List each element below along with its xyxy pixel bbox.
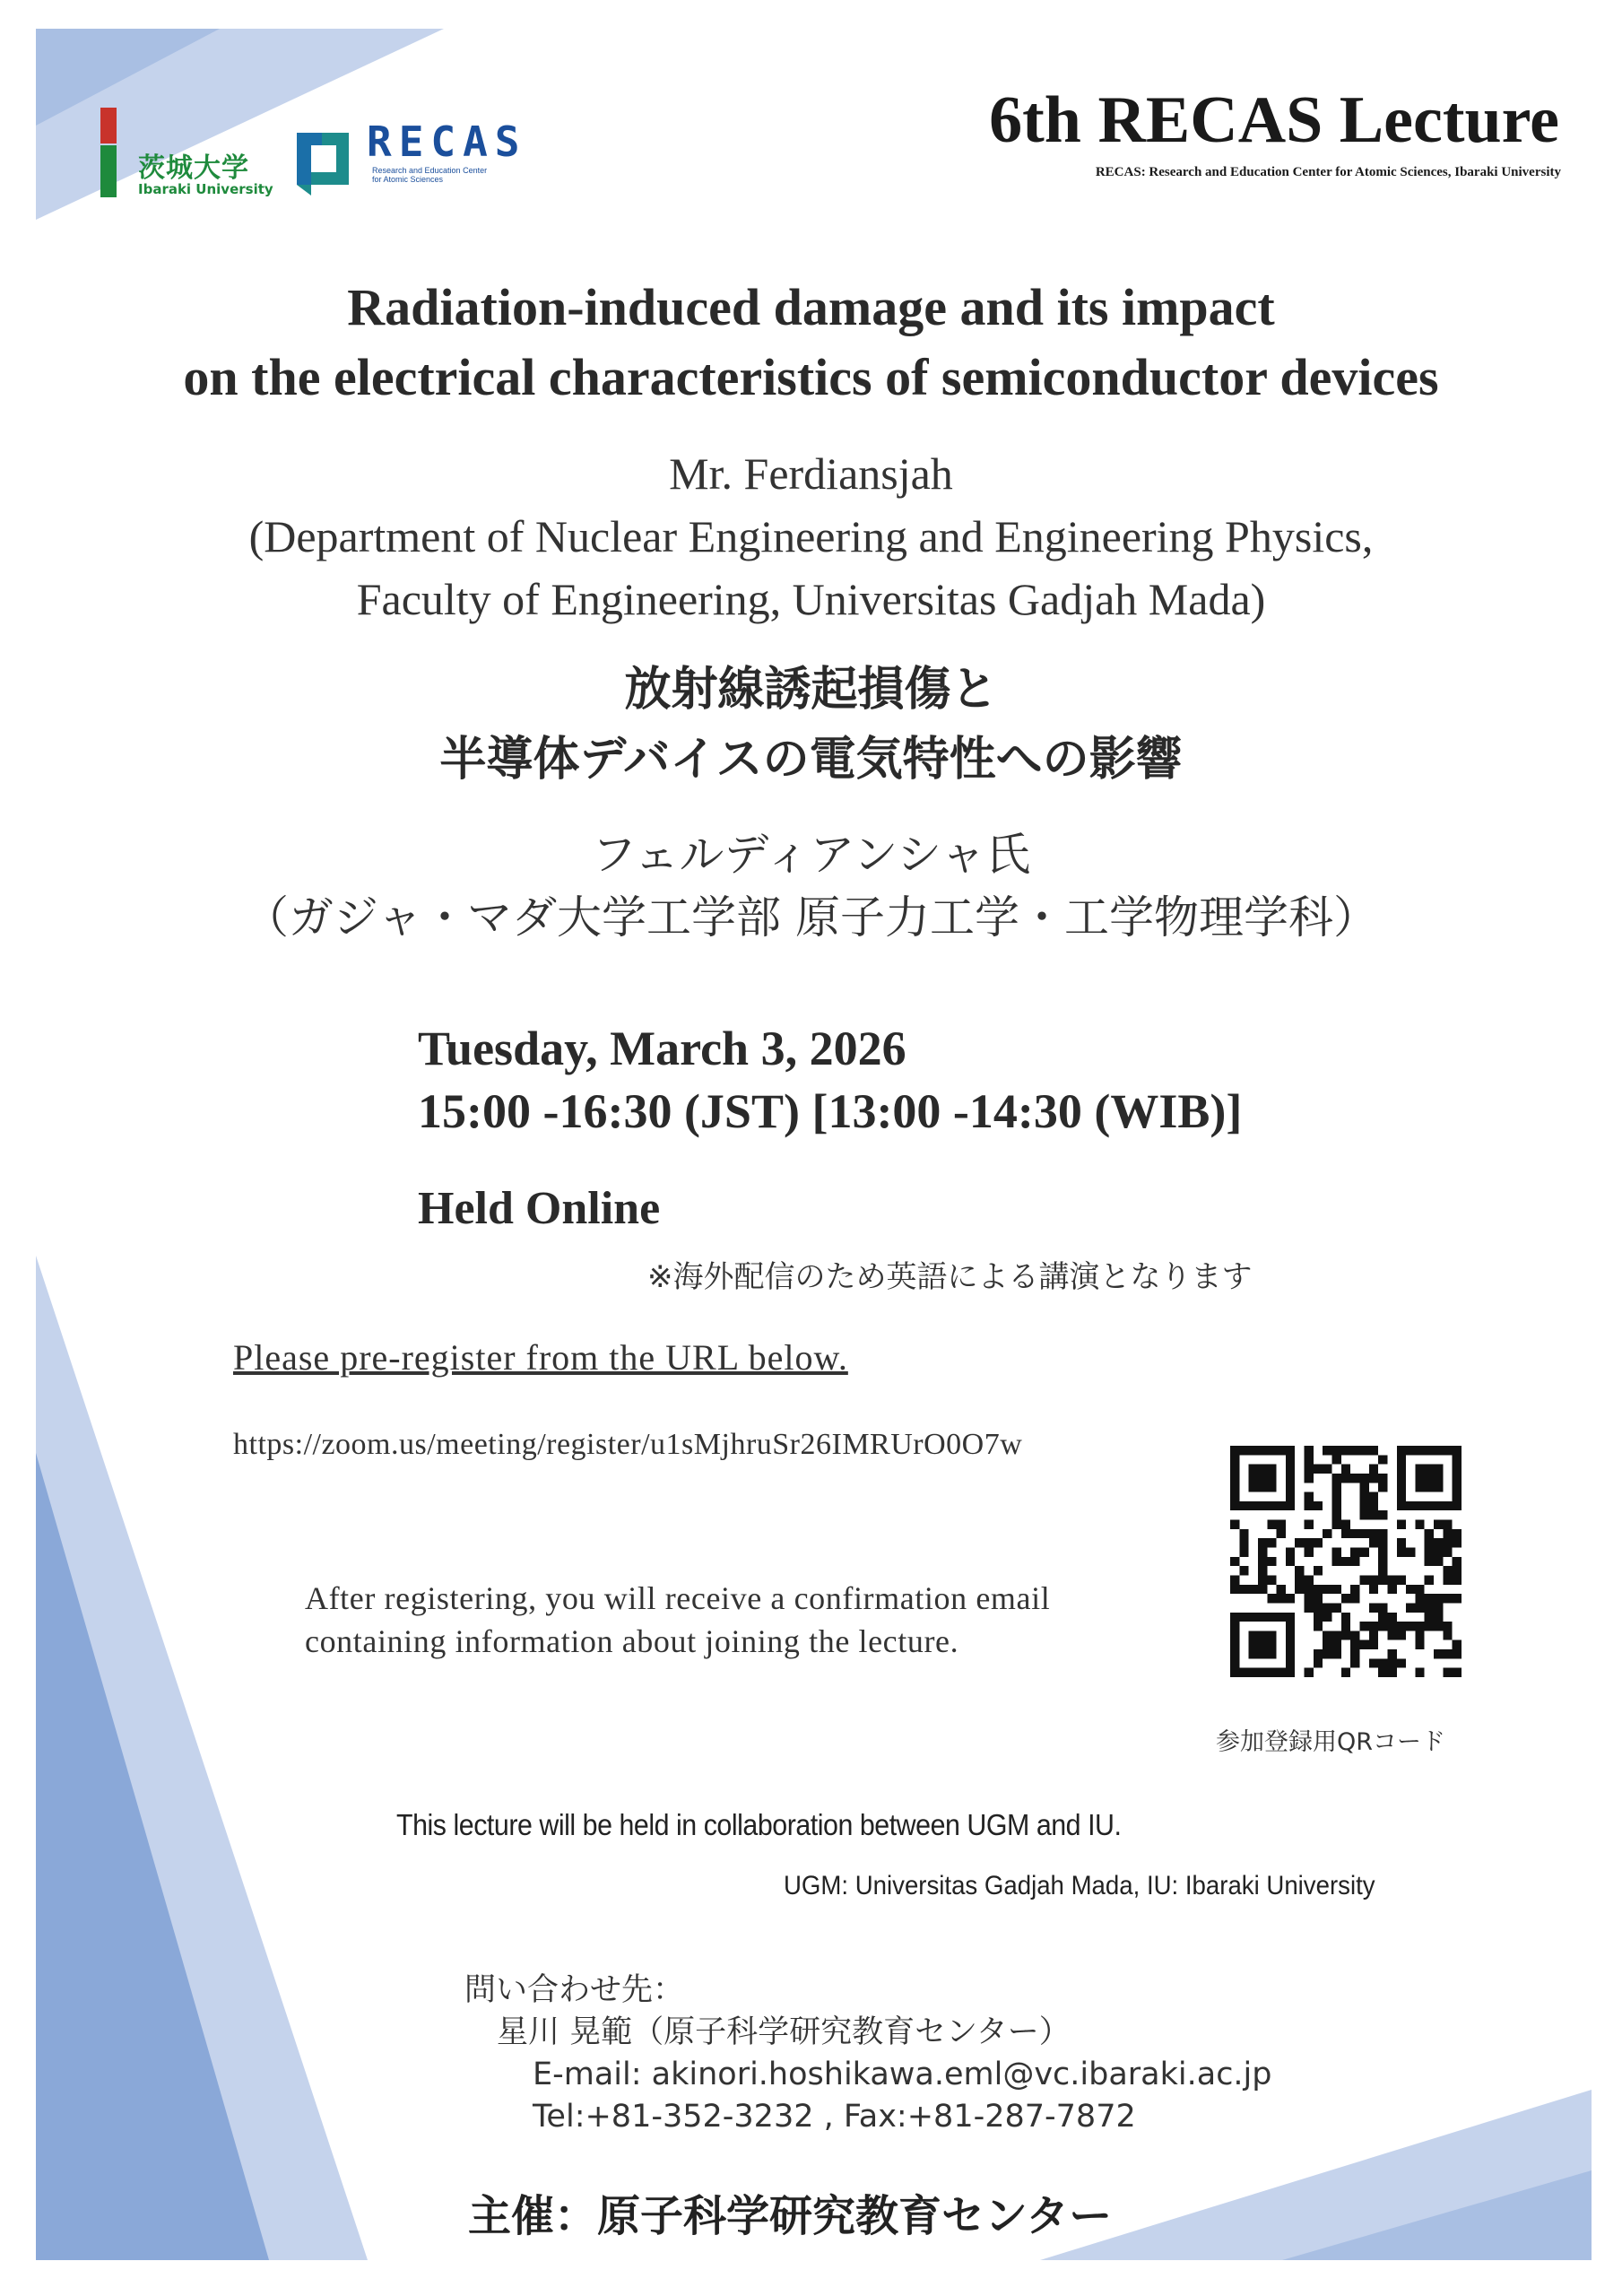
- japanese-title-line1: 放射線誘起損傷と: [624, 663, 998, 717]
- recas-sub-line1: Research and Education Center: [372, 166, 488, 175]
- speaker-affiliation-line1: (Department of Nuclear Engineering and Engineering Physics,: [248, 511, 1374, 561]
- after-registering-line1: After registering, you will receive a confirmation email: [305, 1580, 1051, 1616]
- registration-qr-code[interactable]: [1230, 1446, 1462, 1677]
- japanese-speaker-block: [0, 823, 1622, 949]
- japanese-speaker-name: フェルディアンシャ氏: [591, 829, 1031, 881]
- collaboration-abbreviations: UGM: Universitas Gadjah Mada, IU: Ibaraki University: [784, 1871, 1375, 1900]
- contact-person: 星川 晃範（原子科学研究教育センター）: [497, 2014, 1071, 2050]
- language-note: ※海外配信のため英語による講演となります: [647, 1259, 1253, 1295]
- talk-title-line2: on the electrical characteristics of semiconductor devices: [183, 348, 1439, 406]
- contact-block: [464, 1970, 1272, 2138]
- japanese-talk-title: [0, 655, 1622, 795]
- lecture-date: Tuesday, March 3, 2026: [418, 1022, 906, 1075]
- recas-logo: [291, 117, 560, 202]
- contact-email-link[interactable]: E-mail: akinori.hoshikawa.eml@vc.ibaraki.ac.jp: [533, 2057, 1272, 2092]
- recas-mark-icon: [291, 126, 356, 196]
- organizer: 主催：原子科学研究教育センター: [468, 2191, 1113, 2241]
- ibaraki-university-logo: [97, 108, 273, 197]
- talk-title: [0, 273, 1622, 413]
- lecture-time: 15:00 -16:30 (JST) [13:00 -14:30 (WIB)]: [418, 1084, 1243, 1138]
- recas-wordmark: RECAS: [367, 117, 527, 166]
- recas-sub-line2: for Atomic Sciences: [372, 175, 444, 184]
- lecture-series-subtitle: RECAS: Research and Education Center for Atomic Sciences, Ibaraki University: [1095, 165, 1561, 179]
- contact-phone: Tel:+81-352-3232 , Fax:+81-287-7872: [533, 2099, 1136, 2135]
- speaker-name: Mr. Ferdiansjah: [669, 448, 953, 499]
- speaker-block: [0, 442, 1622, 631]
- schedule-block: [418, 1017, 1242, 1143]
- ibaraki-university-name-jp: 茨城大学: [138, 152, 249, 184]
- collaboration-statement: This lecture will be held in collaboration between UGM and IU.: [396, 1808, 1122, 1841]
- registration-url-link[interactable]: https://zoom.us/meeting/register/u1sMjhruSr26IMRUrO0O7w: [233, 1428, 1023, 1461]
- lecture-series-title: 6th RECAS Lecture: [989, 83, 1559, 157]
- ibaraki-university-name-en: Ibaraki University: [138, 181, 273, 197]
- contact-heading: 問い合わせ先：: [464, 1972, 685, 2008]
- ibaraki-university-mark-icon: [97, 108, 124, 197]
- japanese-title-line2: 半導体デバイスの電気特性への影響: [439, 733, 1183, 787]
- lecture-format: Held Online: [418, 1183, 661, 1234]
- after-registering-line2: containing information about joining the lecture.: [305, 1623, 959, 1659]
- talk-title-line1: Radiation-induced damage and its impact: [347, 278, 1275, 336]
- qr-code-label: 参加登録用QRコード: [1216, 1728, 1446, 1756]
- preregister-prompt: Please pre-register from the URL below.: [233, 1337, 848, 1378]
- japanese-speaker-affiliation: （ガジャ・マダ大学工学部 原子力工学・工学物理学科）: [244, 891, 1378, 944]
- after-registering-note: [305, 1577, 1050, 1663]
- speaker-affiliation-line2: Faculty of Engineering, Universitas Gadjah Mada): [356, 574, 1266, 624]
